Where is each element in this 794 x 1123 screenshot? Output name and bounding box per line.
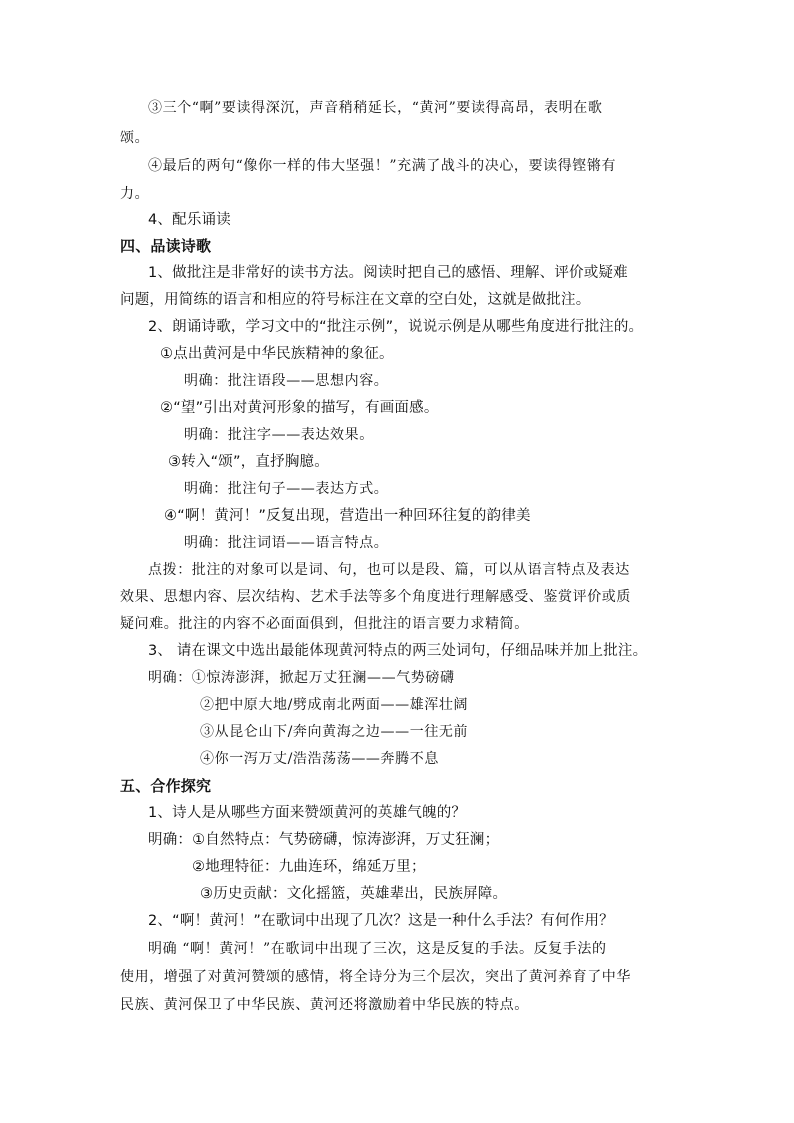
text-line: 使用，增强了对黄河赞颂的感情，将全诗分为三个层次，突出了黄河养育了中华	[120, 969, 631, 985]
text-line: 3、 请在课文中选出最能体现黄河特点的两三处词句，仔细品味并加上批注。	[148, 643, 648, 659]
text-line: ③转入“颂”，直抒胸臆。	[168, 454, 329, 470]
section-heading: 四、品读诗歌	[120, 237, 212, 255]
text-line: ②地理特征：九曲连环，绵延万里；	[192, 859, 426, 875]
text-line: ③三个“啊”要读得深沉，声音稍稍延长，“黄河”要读得高昂，表明在歌	[148, 100, 603, 116]
text-line: 2、朗诵诗歌，学习文中的“批注示例”，说说示例是从哪些角度进行批注的。	[148, 319, 644, 335]
text-line: ③从昆仑山下/奔向黄海之边——一往无前	[200, 724, 469, 740]
text-line: 明确：①自然特点：气势磅礴，惊涛澎湃，万丈狂澜；	[148, 832, 500, 848]
text-line: ②“望”引出对黄河形象的描写，有画面感。	[160, 400, 439, 416]
text-line: ④你一泻万丈/浩浩荡荡——奔腾不息	[200, 751, 439, 767]
text-line: 力。	[120, 186, 150, 202]
text-line: 效果、思想内容、层次结构、艺术手法等多个角度进行理解感受、鉴赏评价或质	[120, 589, 631, 605]
text-line: 1、诗人是从哪些方面来赞颂黄河的英雄气魄的？	[148, 805, 467, 821]
text-line: ③历史贡献：文化摇篮，英雄辈出，民族屏障。	[200, 886, 508, 902]
text-line: 明确：批注句子——表达方式。	[184, 481, 389, 497]
text-line: 明确：①惊涛澎湃，掀起万丈狂澜——气势磅礴	[148, 670, 455, 686]
text-line: ④“啊！黄河！”反复出现，营造出一种回环往复的韵律美	[164, 508, 531, 524]
text-line: 疑问难。批注的内容不必面面俱到，但批注的语言要力求精简。	[120, 616, 529, 632]
text-line: 1、做批注是非常好的读书方法。阅读时把自己的感悟、理解、评价或疑难	[148, 265, 628, 281]
section-heading: 五、合作探究	[120, 777, 212, 795]
text-line: 2、“啊！黄河！”在歌词中出现了几次？这是一种什么手法？有何作用？	[148, 913, 614, 929]
text-line: ①点出黄河是中华民族精神的象征。	[160, 346, 394, 362]
text-line: ④最后的两句“像你一样的伟大坚强！”充满了战斗的决心，要读得铿锵有	[148, 158, 617, 174]
text-line: 民族、黄河保卫了中华民族、黄河还将激励着中华民族的特点。	[120, 997, 529, 1013]
text-line: 点拨：批注的对象可以是词、句，也可以是段、篇，可以从语言特点及表达	[148, 562, 630, 578]
text-line: 颂。	[120, 130, 150, 146]
text-line: 明确：批注字——表达效果。	[184, 427, 374, 443]
text-line: 明确 “啊！黄河！”在歌词中出现了三次，这是反复的手法。反复手法的	[148, 941, 607, 957]
text-line: 明确：批注词语——语言特点。	[184, 535, 389, 551]
text-line: 明确：批注语段——思想内容。	[184, 373, 389, 389]
text-line: 4、配乐诵读	[148, 212, 231, 228]
text-line: 问题，用简练的语言和相应的符号标注在文章的空白处，这就是做批注。	[120, 292, 591, 308]
text-line: ②把中原大地/劈成南北两面——雄浑壮阔	[200, 697, 469, 713]
